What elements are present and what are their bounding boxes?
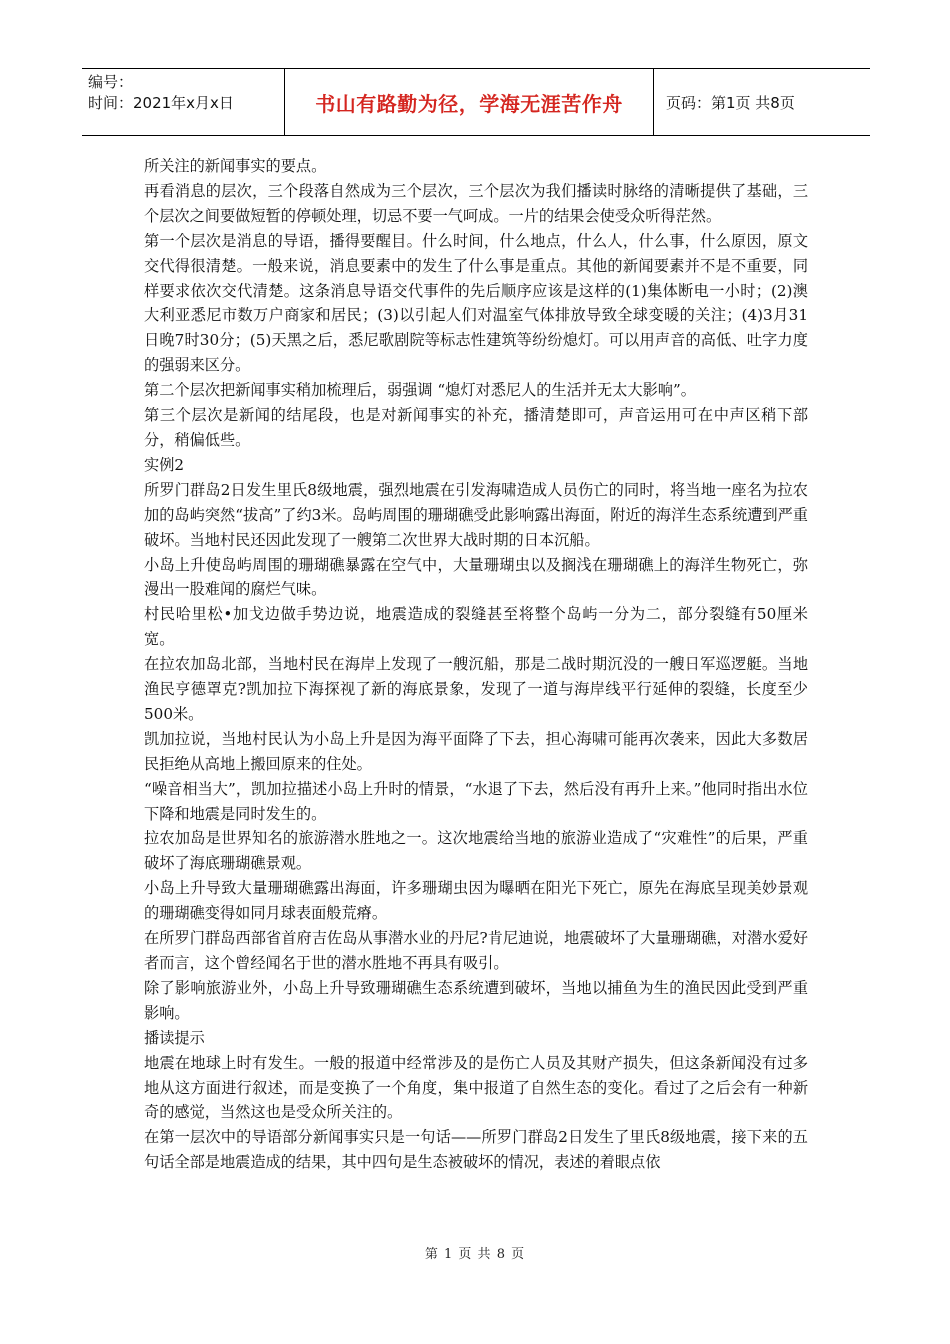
header-time-label: 时间：2021年x月x日 — [88, 94, 234, 112]
paragraph: 地震在地球上时有发生。一般的报道中经常涉及的是伤亡人员及其财产损失，但这条新闻没有过多地从这方面进行叙述，而是变换了一个角度，集中报道了自然生态的变化。看过了之后会有一种新奇的感觉，当然这也是受众所关注的。 — [144, 1053, 808, 1122]
paragraph: “噪音相当大”，凯加拉描述小岛上升时的情景，“水退了下去，然后没有再升上来。”他同时指出水位下降和地震是同时发生的。 — [144, 779, 808, 823]
paragraph: 第一个层次是消息的导语，播得要醒目。什么时间，什么地点，什么人，什么事，什么原因，原文交代得很清楚。一般来说，消息要素中的发生了什么事是重点。其他的新闻要素并不是不重要，同样要求依次交代清楚。这条消息导语交代事件的先后顺序应该是这样的(1)集体断电一小时；(2)澳大利亚悉尼市数万户商家和居民；(3)以引起人们对温室气体排放导致全球变暖的关注；(4)3月31日晚7时30分；(5)天黑之后，悉尼歌剧院等标志性建筑等纷纷熄灯。可以用声音的高低、吐字力度的强弱来区分。 — [144, 231, 808, 375]
paragraph: 村民哈里松•加戈边做手势边说，地震造成的裂缝甚至将整个岛屿一分为二，部分裂缝有50厘米宽。 — [144, 605, 808, 649]
paragraph: 凯加拉说，当地村民认为小岛上升是因为海平面降了下去，担心海啸可能再次袭来，因此大多数居民拒绝从高地上搬回原来的住处。 — [144, 729, 808, 773]
paragraph: 在所罗门群岛西部省首府吉佐岛从事潜水业的丹尼?肯尼迪说，地震破坏了大量珊瑚礁，对潜水爱好者而言，这个曾经闻名于世的潜水胜地不再具有吸引。 — [144, 929, 808, 972]
section-heading: 播读提示 — [144, 1028, 205, 1047]
header-number-label: 编号： — [88, 73, 134, 91]
paragraph: 在第一层次中的导语部分新闻事实只是一句话——所罗门群岛2日发生了里氏8级地震，接下来的五句话全部是地震造成的结果，其中四句是生态被破坏的情况，表述的着眼点依 — [144, 1128, 808, 1172]
paragraph: 在拉农加岛北部，当地村民在海岸上发现了一艘沉船，那是二战时期沉没的一艘日军巡逻艇。当地渔民亨德罩克?凯加拉下海探视了新的海底景象，发现了一道与海岸线平行延伸的裂缝，长度至少500米。 — [144, 655, 808, 723]
paragraph: 所罗门群岛2日发生里氏8级地震，强烈地震在引发海啸造成人员伤亡的同时，将当地一座名为拉农加的岛屿突然“拔高”了约3米。岛屿周围的珊瑚礁受此影响露出海面，附近的海洋生态系统遭到严重破坏。当地村民还因此发现了一艘第二次世界大战时期的日本沉船。 — [144, 480, 808, 549]
paragraph: 小岛上升使岛屿周围的珊瑚礁暴露在空气中，大量珊瑚虫以及搁浅在珊瑚礁上的海洋生物死亡，弥漫出一股难闻的腐烂气味。 — [144, 555, 808, 599]
header-page-info: 页码：第1页 共8页 — [666, 93, 795, 112]
paragraph: 第二个层次把新闻事实稍加梳理后，弱强调 “熄灯对悉尼人的生活并无太大影响”。 — [144, 381, 696, 400]
document-body — [144, 154, 808, 1175]
section-heading: 实例2 — [144, 455, 185, 474]
paragraph: 拉农加岛是世界知名的旅游潜水胜地之一。这次地震给当地的旅游业造成了“灾难性”的后果，严重破坏了海底珊瑚礁景观。 — [144, 829, 808, 873]
page-header — [82, 68, 870, 136]
paragraph: 小岛上升导致大量珊瑚礁露出海面，许多珊瑚虫因为曝晒在阳光下死亡，原先在海底呈现美妙景观的珊瑚礁变得如同月球表面般荒瘠。 — [144, 879, 808, 923]
paragraph: 再看消息的层次，三个段落自然成为三个层次，三个层次为我们播读时脉络的清晰提供了基础，三个层次之间要做短暂的停顿处理，切忌不要一气呵成。一片的结果会使受众听得茫然。 — [144, 181, 808, 225]
paragraph: 除了影响旅游业外，小岛上升导致珊瑚礁生态系统遭到破坏，当地以捕鱼为生的渔民因此受到严重影响。 — [144, 978, 808, 1022]
header-motto: 书山有路勤为径，学海无涯苦作舟 — [284, 69, 654, 135]
header-meta — [82, 69, 284, 135]
page-footer: 第 1 页 共 8 页 — [424, 1247, 526, 1262]
paragraph: 第三个层次是新闻的结尾段，也是对新闻事实的补充，播清楚即可，声音运用可在中声区稍下部分，稍偏低些。 — [144, 406, 808, 449]
paragraph: 所关注的新闻事实的要点。 — [144, 157, 327, 175]
